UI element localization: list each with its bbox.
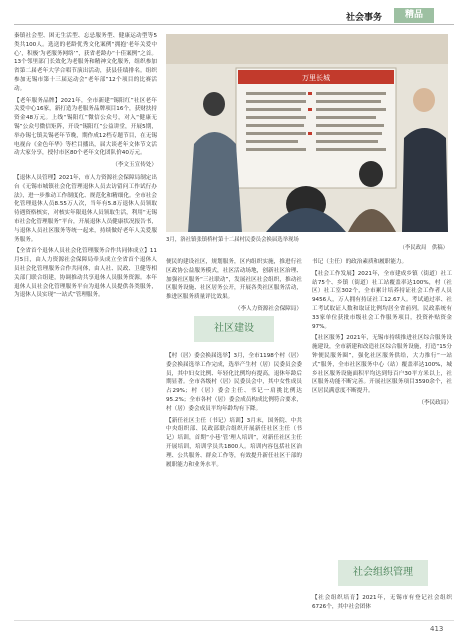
caption-text: 3月，洛社镇张镇桥村第十二届村民委员会换届选举现场 xyxy=(166,237,299,243)
column-1 xyxy=(14,32,157,303)
paragraph-4: 【全省首个退休人员社会化管理服务合作共同体成立】11月5日，由人力资源社会保障局牵头成立全省首个退休人员社会化管理服务合作共同体，由人社、民政、卫健等相关部门联合组建，协调推动共享退休人员服务资源。本年退休人员社会化管理服务平台为退休人员提供各类服务，为退休人员实现“一站式”管理服务。 xyxy=(14,248,157,299)
banner-social: 社区建设 xyxy=(194,316,274,342)
paragraph-1: 秦镇社会型、困无生活型、忘忌服务型、健康运动型等5类共100人。选送的老龄优秀文化案例“拥抱‘老年关爱中心’，积极‘为老服务网络’”，获省老龄办“十佳案例”之首。13个邻里部门长效化为老服务和精神文化服务，组织参加省第二届老年大学合唱节演出活动，获县佳绩排名。组织参加无锡市第十三届运动会“老年部”12个项目的比赛活动。 xyxy=(14,33,157,92)
paragraph-1: 书记（主任）的政治素质和履职能力。 xyxy=(312,259,408,265)
photo-caption xyxy=(166,236,448,252)
board-heading: 万里长城 xyxy=(302,74,330,82)
paragraph-4: 【社会组织培育】2021年，无锡市有登记社会组织6726个，其中社会团体 xyxy=(312,595,452,610)
paragraph-1: 便民的建设社区，规划服务，区内组织实施，推进行社区政协公益服务模式，社区活动场地，创新社区治理、加强社区服务“三社联动”，发展社区社会组织，推动社区服务设施、社区居务公开，开展各类社区服务活动，推进区服务质量评比效果。 xyxy=(166,259,302,301)
header-rule xyxy=(14,24,454,25)
photo-illustration xyxy=(166,34,448,232)
column-2 xyxy=(166,258,302,314)
banner-org: 社会组织管理 xyxy=(338,560,428,586)
photo xyxy=(166,34,448,232)
footer-rule xyxy=(14,620,454,621)
page-number: 413 xyxy=(430,625,444,633)
paragraph-3: 【退休人员管理】2021年，市人力资源社会保障局制定出台《无锡市城镇社会化管理退休人员去访留问工作试行办法》，进一步推动工作制度化、规范化和精细化。全市社会化管理退休人员8.55万人次，当年有5.8万退休人员领取待遇资格核实，对核实年限退休人员领取生活，利用“无锡市社会化管理服务”平台，开展退休人员健康状况报告书，与退休人员社区服务等统一起来，持续做好老年人关爱服务服务。 xyxy=(14,174,157,243)
column-3-lower xyxy=(312,594,452,615)
paragraph-3: 【新任社区主任（书记）培训】3月末，国务院、中共中央组织部、民政部联合组织开展新任社区主任（书记）培训，首期“小巷‘管’理人培训”，对新任社区主任开展培训，培训学员共1800人。培训内容包括社区治理、公共服务、群众工作等，有效提升新任社区干部的履职能力和业务水平。 xyxy=(166,417,302,468)
paragraph-2: 【村（居）委会换届选举】3月，全市1198个村（居）委会换届选举工作完成，选举产生村（居）民委员会委员，其中妇女比例、年轻化比例均有提高，退休年龄后期显著。全市各级村（居）民委员会中，其中女性成员占29%；村（居）委会主任、书记一肩挑比例达95.2%；全市各村（居）委会成员构成比例符合要求，村（居）委会成员平均年龄均有下降。 xyxy=(166,353,302,412)
signature: （李文玉宣传处） xyxy=(112,162,157,169)
paragraph-2: 【老年服务品牌】2021年，全市新建“锡阳红”社区老年关爱中心16家，新打造为老服务品牌项目16个，获财扶持资金48万元。上线“锡阳红”微信公众号，对入“健康无锡”公众号微信矩阵，开设“锡阳红”公益讲堂，开展5期，举办锡七镇关锡老年节晚，期作成12档专题节目，在无锡电视台《金色年华》等栏目播出，届大谈老年文体节文活动大家分享，授付市区80个老年文化团队价40万元。 xyxy=(14,97,157,157)
paragraph-3: 【社区服务】2021年，无锡市持续推进社区综合服务设施建设，全市新建和改造社区综合服务设施，打造“15分钟便民服务圈”，强化社区服务供给，大力推行“一站式”服务，全市社区服务中心（站）覆盖率达100%，城乡社区服务设施面积平均达到每百户30平方米以上，社区服务功能不断完善。开展社区服务项目3590余个，社区居民满意度不断提升。 xyxy=(312,335,452,395)
paragraph-2: 【社会工作发展】2021年，全市建成乡镇（街道）社工站75个、乡镇（街道）社工站覆盖率达100%，村（社区）社工室302个，全市累计培养持证社会工作者人员9456人，万人拥有持证社工12.67人。考试通过率、社工考试取证人数和取证比例均居全省前列。民政系统有33家单位获批市级社会工作服务项目，投资补贴资金97%。 xyxy=(312,270,452,330)
logo: 精品 xyxy=(394,8,434,23)
caption-credit: （李民政局 供稿） xyxy=(399,245,448,251)
column-2-lower xyxy=(166,352,302,472)
column-3 xyxy=(312,258,452,408)
signature: （李人力资源社会保障局） xyxy=(234,305,302,312)
signature: （李民政局） xyxy=(418,399,452,406)
section-tag: 社会事务 xyxy=(346,13,383,23)
